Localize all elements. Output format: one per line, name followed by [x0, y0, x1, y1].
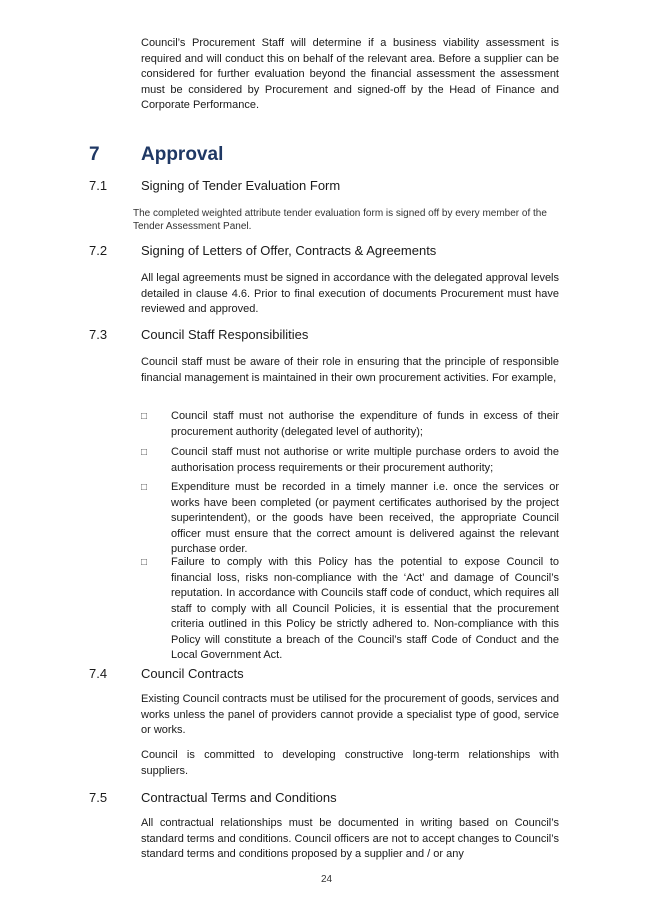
subsection-7-4-heading — [89, 666, 559, 684]
subsection-title: Signing of Tender Evaluation Form — [141, 178, 341, 193]
bullet-text: Failure to comply with this Policy has the potential to expose Council to financial loss, risks non-compliance with the ‘Act’ and damage of Council’s reputation. In accordance with Councils staff code of conduct, which requires all staff to comply with all Council Policies, it is essential that the procurement criteria outlined in this Policy be strictly adhered to. Non-compliance with this Policy will constitute a breach of the Council’s staff Code of Conduct and the Local Government Act. — [171, 556, 559, 661]
subsection-number: 7.3 — [89, 327, 108, 342]
subsection-7-1-heading — [89, 178, 559, 196]
bullet-icon: □ — [141, 447, 148, 458]
subsection-number: 7.1 — [89, 178, 108, 193]
page-number: 24 — [320, 874, 333, 885]
subsection-title: Signing of Letters of Offer, Contracts & Agreements — [141, 243, 437, 258]
intro-paragraph: Council’s Procurement Staff will determine if a business viability assessment is required and will conduct this on behalf of the relevant area. Before a supplier can be considered for further evaluation beyond the financial assessment the assessment must be considered by Procurement and signed-off by the Head of Finance and Corporate Performance. — [141, 37, 559, 111]
subsection-number: 7.5 — [89, 790, 108, 805]
bullet-text: Expenditure must be recorded in a timely manner i.e. once the services or works have been completed (or payment certificates authorised by the project superintendent), or the goods have been received, the appropriate Council officer must ensure that the correct amount is delivered against the relevant purchase order. — [171, 481, 559, 555]
subsection-title: Council Staff Responsibilities — [141, 327, 309, 342]
subsection-7-3-heading — [89, 327, 559, 345]
subsection-7-3-body: Council staff must be aware of their role in ensuring that the principle of responsible financial management is maintained in their own procurement activities. For example, — [141, 356, 559, 384]
subsection-7-2-body: All legal agreements must be signed in accordance with the delegated approval levels detailed in clause 4.6. Prior to final execution of documents Procurement must have reviewed and approved. — [141, 272, 559, 315]
bullet-icon: □ — [141, 482, 148, 493]
bullet-icon: □ — [141, 557, 148, 568]
bullet-icon: □ — [141, 411, 148, 422]
subsection-7-1-body: The completed weighted attribute tender evaluation form is signed off by every member of the Tender Assessment Panel. — [133, 208, 547, 232]
subsection-7-4-body-2: Council is committed to developing constructive long-term relationships with suppliers. — [141, 749, 559, 777]
bullet-text: Council staff must not authorise the expenditure of funds in excess of their procurement authority (delegated level of authority); — [171, 410, 559, 438]
subsection-7-5-heading — [89, 790, 559, 808]
subsection-7-4-body-1: Existing Council contracts must be utilised for the procurement of goods, services and works unless the panel of providers cannot provide a specialist type of good, service or works. — [141, 693, 559, 736]
section-title: Approval — [141, 144, 224, 165]
subsection-number: 7.4 — [89, 666, 108, 681]
subsection-title: Contractual Terms and Conditions — [141, 790, 337, 805]
subsection-title: Council Contracts — [141, 666, 244, 681]
bullet-text: Council staff must not authorise or write multiple purchase orders to avoid the authorisation process requirements or their procurement authority; — [171, 446, 559, 474]
subsection-number: 7.2 — [89, 243, 108, 258]
subsection-7-5-body: All contractual relationships must be documented in writing based on Council’s standard terms and conditions. Council officers are not to accept changes to Council’s standard terms and conditions proposed by a supplier and / or any — [141, 817, 559, 860]
subsection-7-2-heading — [89, 243, 559, 261]
section-number: 7 — [89, 144, 100, 165]
